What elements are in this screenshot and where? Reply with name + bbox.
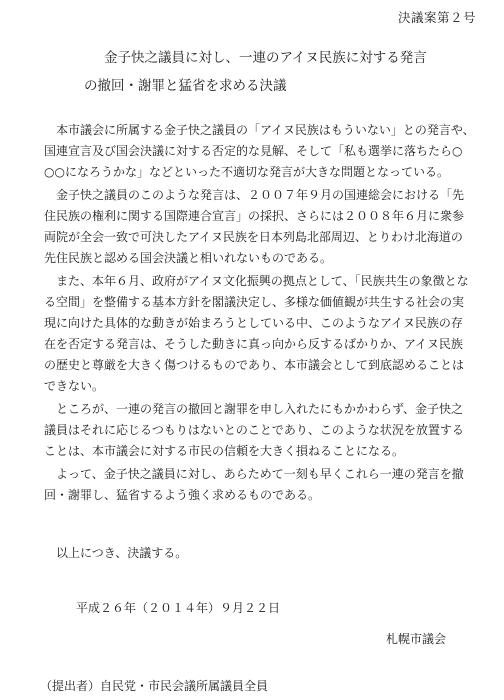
paragraph-line: る空間」を整備する基本方針を閣議決定し、多様な価値観が共生する社会の実 <box>44 295 465 309</box>
paragraph-line: 金子快之議員のこのような発言は、２００７年９月の国連総会における「先 <box>56 188 465 202</box>
submitter-line: （提出者）自民党・市民会議所属議員全員 <box>40 679 269 693</box>
paragraph-line: ○○になろうかな」などといった不適切な発言が大きな問題となっている。 <box>44 165 449 179</box>
paragraph-line: ところが、一連の発言の撤回と謝罪を申し入れたにもかかわらず、金子快之 <box>56 402 464 416</box>
document-body <box>44 120 474 508</box>
paragraph-line: 現に向けた具体的な動きが始まろうとしている中、このようなアイヌ民族の存 <box>44 316 463 330</box>
paragraph-line: 国連宣言及び国会決議に対する否定的な見解、そして「私も選挙に落ちたら○ <box>44 144 463 158</box>
body-paragraph <box>44 271 474 397</box>
paragraph-line: 在を否定する発言は、そうした動きに真っ向から反するばかりか、アイヌ民族 <box>44 337 463 351</box>
paragraph-line: 両院が全会一致で可決したアイヌ民族を日本列島北部周辺、とりわけ北海道の <box>44 230 463 244</box>
resolution-date: 平成２６年（２０１４年）９月２２日 <box>76 601 281 615</box>
title-line: の撤回・謝罪と猛省を求める決議 <box>84 78 287 94</box>
paragraph-line: 本市議会に所属する金子快之議員の「アイヌ民族はもういない」との発言や、 <box>56 123 475 137</box>
paragraph-line: の歴史と尊厳を大きく傷つけるものであり、本市議会として到底認めることは <box>44 358 465 372</box>
body-paragraph <box>44 185 474 269</box>
body-paragraph <box>44 399 474 462</box>
paragraph-line: 回・謝罪し、猛省するよう強く求めるものである。 <box>44 488 321 502</box>
paragraph-line: できない。 <box>44 379 105 393</box>
document-title <box>0 44 504 100</box>
paragraph-line: 住民族の権利に関する国際連合宣言」の採択、さらには２００８年６月に衆参 <box>44 209 465 223</box>
body-paragraph <box>44 464 474 506</box>
document-number: 決議案第２号 <box>397 10 476 25</box>
title-line: 金子快之議員に対し、一連のアイヌ民族に対する発言 <box>104 50 427 66</box>
paragraph-line: 議員はそれに応じるつもりはないとのことであり、このような状況を放置する <box>44 423 464 437</box>
body-paragraph <box>44 120 474 183</box>
paragraph-line: よって、金子快之議員に対し、あらためて一刻も早くこれら一連の発言を撤 <box>56 467 464 481</box>
paragraph-line: ことは、本市議会に対する市民の信頼を大きく損ねることになる。 <box>44 444 405 458</box>
paragraph-line: 先住民族と認める国会決議と相いれないものである。 <box>44 251 333 265</box>
signer-name: 札幌市議会 <box>386 632 447 646</box>
paragraph-line: また、本年６月、政府がアイヌ文化振興の拠点として、「民族共生の象徴とな <box>56 274 469 288</box>
closing-statement: 以上につき、決議する。 <box>56 546 188 560</box>
